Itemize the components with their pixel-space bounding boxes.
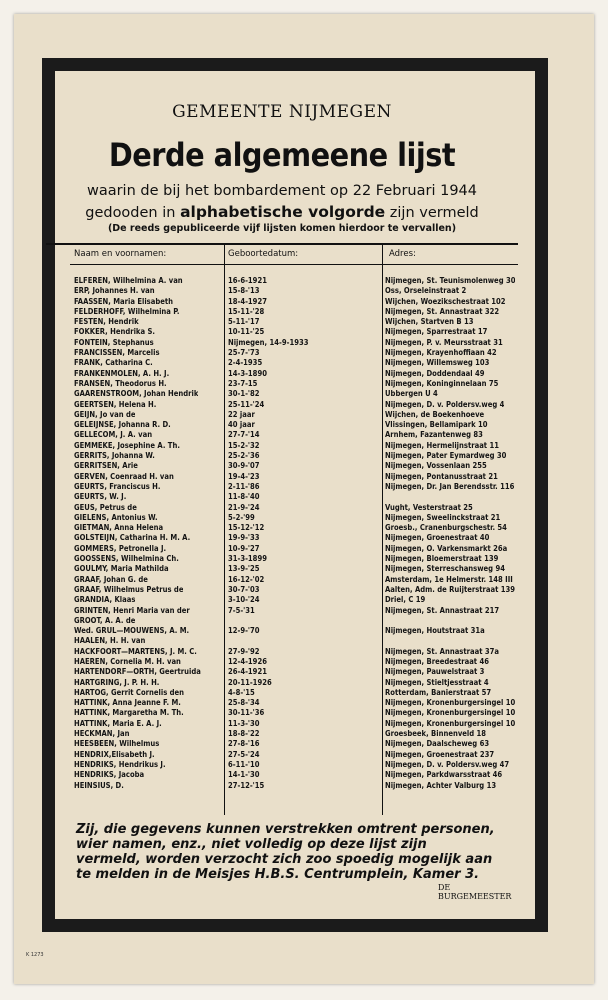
row-address: Nijmegen, Sterreschansweg 94 — [385, 564, 505, 574]
table-row — [46, 513, 518, 523]
row-address: Nijmegen, Koninginnelaan 75 — [385, 378, 499, 388]
row-address: Nijmegen, Bloemerstraat 139 — [385, 554, 499, 564]
table-row — [46, 338, 518, 348]
row-birthdate: 10-11-'25 — [228, 327, 265, 337]
table-row — [46, 461, 518, 471]
row-address: Nijmegen, Achter Valburg 13 — [385, 780, 497, 790]
row-name: GOMMERS, Petronella J. — [74, 543, 167, 553]
row-birthdate: 2-11-'86 — [228, 481, 260, 491]
row-name: HAALEN, H. H. van — [74, 636, 146, 646]
row-name: GEURTS, Franciscus H. — [74, 481, 161, 491]
row-birthdate: 3-10-'24 — [228, 595, 260, 605]
row-address: Nijmegen, Sparrestraat 17 — [385, 327, 488, 337]
row-name: FRANK, Catharina C. — [74, 358, 153, 368]
row-birthdate: 22 jaar — [228, 409, 255, 419]
row-birthdate: 25-11-'24 — [228, 399, 265, 409]
poster-content — [46, 84, 518, 904]
row-birthdate: 30-11-'36 — [228, 708, 265, 718]
row-name: GEMMEKE, Josephine A. Th. — [74, 440, 180, 450]
table-row — [46, 348, 518, 358]
row-name: HEINSIUS, D. — [74, 780, 124, 790]
row-address: Nijmegen, Willemsweg 103 — [385, 358, 490, 368]
table-row — [46, 400, 518, 410]
row-address: Nijmegen, D. v. Poldersv.weg 4 — [385, 399, 505, 409]
page-title: Derde algemeene lijst — [108, 136, 456, 174]
row-name: ELFEREN, Wilhelmina A. van — [74, 276, 183, 285]
row-name: FESTEN, Hendrik — [74, 317, 139, 327]
row-name: HARTENDORF—ORTH, Geertruida — [74, 667, 201, 677]
table-row — [46, 533, 518, 543]
table-header-rule — [70, 264, 518, 265]
row-name: GERRITSEN, Arie — [74, 461, 138, 471]
row-name: GELEIJNSE, Johanna R. D. — [74, 420, 171, 430]
row-address: Nijmegen, Vossenlaan 255 — [385, 461, 487, 471]
row-address: Nijmegen, Groenestraat 237 — [385, 749, 495, 759]
row-name: GROOT, A. A. de — [74, 615, 136, 625]
subtitle-emphasis: alphabetische volgorde — [180, 203, 386, 221]
row-name: HACKFOORT—MARTENS, J. M. C. — [74, 646, 197, 656]
row-name: FELDERHOFF, Wilhelmina P. — [74, 306, 180, 316]
row-name: HECKMAN, Jan — [74, 729, 130, 739]
table-row — [46, 410, 518, 420]
table-row — [46, 430, 518, 440]
table-row — [46, 781, 518, 791]
signature: DE BURGEMEESTER — [438, 883, 512, 901]
row-birthdate: 30-1-'82 — [228, 389, 260, 399]
row-address: Nijmegen, Pontanusstraat 21 — [385, 471, 498, 481]
row-address: Nijmegen, St. Teunismolenweg 30 — [385, 276, 516, 285]
row-address: Aalten, Adm. de Ruijterstraat 139 — [385, 584, 516, 594]
row-birthdate: 2-4-1935 — [228, 358, 263, 368]
table-row — [46, 626, 518, 636]
row-address: Vlissingen, Bellamipark 10 — [385, 420, 488, 430]
row-birthdate: 11-8-'40 — [228, 492, 260, 502]
row-birthdate: 4-8-'15 — [228, 687, 255, 697]
table-row — [46, 585, 518, 595]
row-name: GERVEN, Coenraad H. van — [74, 471, 174, 481]
table-row — [46, 472, 518, 482]
table-row — [46, 544, 518, 554]
table-header — [46, 248, 518, 262]
column-header-birthdate: Geboortedatum: — [228, 249, 299, 259]
row-birthdate: 10-9-'27 — [228, 543, 260, 553]
row-birthdate: 30-7-'03 — [228, 584, 260, 594]
notice-text: Zij, die gegevens kunnen verstrekken omtrent personen, wier namen, enz., niet volledig op deze lijst zijn vermeld, worden verzocht zich zoo spoedig mogelijk aan te melden in de Meisjes H.B.S. Centrumplein, Kamer 3. — [76, 822, 495, 882]
table-row — [46, 739, 518, 749]
table-row — [46, 770, 518, 780]
row-address: Groesb., Cranenburgschestr. 54 — [385, 523, 507, 533]
row-address: Nijmegen, Doddendaal 49 — [385, 368, 485, 378]
row-name: GRAAF, Johan G. de — [74, 574, 148, 584]
row-address: Vught, Vesterstraat 25 — [385, 502, 473, 512]
table-row — [46, 719, 518, 729]
row-address: Nijmegen, D. v. Poldersv.weg 47 — [385, 759, 510, 769]
row-birthdate: 23-7-15 — [228, 378, 258, 388]
table-row — [46, 698, 518, 708]
row-name: GOLSTEIJN, Catharina H. M. A. — [74, 533, 191, 543]
row-birthdate: 5-2-'99 — [228, 512, 255, 522]
table-row — [46, 575, 518, 585]
row-birthdate: 15-11-'28 — [228, 306, 265, 316]
row-address: Nijmegen, Hermelijnstraat 11 — [385, 440, 499, 450]
row-name: FAASSEN, Maria Elisabeth — [74, 296, 174, 306]
row-birthdate: 27-9-'92 — [228, 646, 260, 656]
table-row — [46, 708, 518, 718]
row-address: Nijmegen, Groenestraat 40 — [385, 533, 490, 543]
victims-table — [46, 276, 518, 791]
row-name: GELLECOM, J. A. van — [74, 430, 153, 440]
row-address: Nijmegen, Stieltjesstraat 4 — [385, 677, 489, 687]
table-row — [46, 688, 518, 698]
row-birthdate: 25-7-'73 — [228, 348, 260, 358]
row-birthdate: 40 jaar — [228, 420, 255, 430]
row-birthdate: 14-1-'30 — [228, 770, 260, 780]
table-row — [46, 369, 518, 379]
row-address: Nijmegen, Kronenburgersingel 10 — [385, 718, 516, 728]
table-row — [46, 606, 518, 616]
row-address: Nijmegen, Sweelinckstraat 21 — [385, 512, 501, 522]
row-birthdate: 26-4-1921 — [228, 667, 267, 677]
row-birthdate: 18-4-1927 — [228, 296, 267, 306]
table-row — [46, 492, 518, 502]
table-row — [46, 307, 518, 317]
table-row — [46, 441, 518, 451]
row-address: Nijmegen, Houtstraat 31a — [385, 626, 485, 636]
row-address: Nijmegen, Breedestraat 46 — [385, 656, 489, 666]
row-address: Nijmegen, Kronenburgersingel 10 — [385, 708, 516, 718]
row-name: FOKKER, Hendrika S. — [74, 327, 155, 337]
row-birthdate: 27-5-'24 — [228, 749, 260, 759]
row-name: GIELENS, Antonius W. — [74, 512, 158, 522]
row-birthdate: 31-3-1899 — [228, 554, 267, 564]
table-row — [46, 286, 518, 296]
subtitle-line-2-end: zijn vermeld — [389, 205, 479, 221]
row-birthdate: 15-2-'32 — [228, 440, 260, 450]
row-birthdate: Nijmegen, 14-9-1933 — [228, 337, 309, 347]
table-row — [46, 760, 518, 770]
row-birthdate: 16-12-'02 — [228, 574, 265, 584]
row-birthdate: 15-12-'12 — [228, 523, 265, 533]
row-birthdate: 7-5-'31 — [228, 605, 255, 615]
row-address: Wijchen, Startven B 13 — [385, 317, 474, 327]
row-name: GEIJN, Jo van de — [74, 409, 136, 419]
row-address: Nijmegen, P. v. Meursstraat 31 — [385, 337, 503, 347]
row-address: Nijmegen, Krayenhoffiaan 42 — [385, 348, 497, 358]
row-birthdate: 27-12-'15 — [228, 780, 265, 790]
table-row — [46, 657, 518, 667]
row-birthdate: 18-8-'22 — [228, 729, 260, 739]
table-row — [46, 327, 518, 337]
table-row — [46, 554, 518, 564]
row-name: GRINTEN, Henri Maria van der — [74, 605, 190, 615]
subtitle-line-2-start: gedooden in — [85, 205, 176, 221]
table-row — [46, 503, 518, 513]
table-row — [46, 276, 518, 286]
row-birthdate: 19-4-'23 — [228, 471, 260, 481]
row-name: HATTINK, Margaretha M. Th. — [74, 708, 184, 718]
row-birthdate: 12-4-1926 — [228, 656, 267, 666]
row-name: FRANSEN, Theodorus H. — [74, 378, 167, 388]
row-name: GEERTSEN, Helena H. — [74, 399, 157, 409]
print-mark: K 1273 — [26, 952, 44, 958]
table-row — [46, 297, 518, 307]
row-address: Nijmegen, Parkdwarsstraat 46 — [385, 770, 503, 780]
row-address: Nijmegen, Kronenburgersingel 10 — [385, 698, 516, 708]
table-row — [46, 667, 518, 677]
row-birthdate: 12-9-'70 — [228, 626, 260, 636]
row-name: HATTINK, Maria E. A. J. — [74, 718, 162, 728]
column-header-name: Naam en voornamen: — [74, 249, 167, 259]
table-row — [46, 389, 518, 399]
municipality-heading: GEMEENTE NIJMEGEN — [172, 102, 392, 122]
subtitle-line-1: waarin de bij het bombardement op 22 Februari 1944 — [86, 183, 478, 199]
row-name: HARTOG, Gerrit Cornelis den — [74, 687, 185, 697]
row-name: HENDRIX,Elisabeth J. — [74, 749, 155, 759]
row-name: FONTEIN, Stephanus — [74, 337, 154, 347]
row-name: HARTGRING, J. P. H. H. — [74, 677, 160, 687]
row-birthdate: 14-3-1890 — [228, 368, 267, 378]
row-address: Groesbeek, Binnenveld 18 — [385, 729, 487, 739]
subtitle-note: (De reeds gepubliceerde vijf lijsten komen hierdoor te vervallen) — [107, 223, 457, 234]
row-address: Arnhem, Fazantenweg 83 — [385, 430, 483, 440]
table-row — [46, 317, 518, 327]
row-address: Nijmegen, O. Varkensmarkt 26a — [385, 543, 508, 553]
row-birthdate: 6-11-'10 — [228, 759, 260, 769]
table-row — [46, 729, 518, 739]
row-address: Ubbergen U 4 — [385, 389, 438, 399]
table-row — [46, 564, 518, 574]
row-name: GEUS, Petrus de — [74, 502, 137, 512]
row-birthdate: 13-9-'25 — [228, 564, 260, 574]
row-name: GRANDIA, Klaas — [74, 595, 136, 605]
row-birthdate: 27-8-'16 — [228, 739, 260, 749]
row-birthdate: 25-2-'36 — [228, 451, 260, 461]
row-name: HAEREN, Cornelia M. H. van — [74, 656, 181, 666]
row-name: FRANCISSEN, Marcelis — [74, 348, 160, 358]
table-row — [46, 420, 518, 430]
table-row — [46, 750, 518, 760]
row-name: Wed. GRUL—MOUWENS, A. M. — [74, 626, 190, 636]
row-birthdate: 5-11-'17 — [228, 317, 260, 327]
row-address: Driel, C 19 — [385, 595, 426, 605]
row-birthdate: 11-3-'30 — [228, 718, 260, 728]
row-address: Nijmegen, Dr. Jan Berendsstr. 116 — [385, 481, 515, 491]
row-address: Nijmegen, St. Annastraat 217 — [385, 605, 500, 615]
row-address: Nijmegen, St. Annastraat 37a — [385, 646, 499, 656]
subtitle-line-2 — [46, 203, 518, 221]
row-address: Wijchen, de Boekenhoeve — [385, 409, 485, 419]
row-name: GOOSSENS, Wilhelmina Ch. — [74, 554, 179, 564]
row-birthdate: 21-9-'24 — [228, 502, 260, 512]
row-birthdate: 30-9-'07 — [228, 461, 260, 471]
table-row — [46, 595, 518, 605]
row-name: GIETMAN, Anna Helena — [74, 523, 164, 533]
row-name: FRANKENMOLEN, A. H. J. — [74, 368, 170, 378]
row-name: GERRITS, Johanna W. — [74, 451, 155, 461]
row-name: ERP, Johannes H. van — [74, 286, 155, 296]
table-row — [46, 523, 518, 533]
row-address: Nijmegen, Daalscheweg 63 — [385, 739, 490, 749]
row-birthdate: 20-11-1926 — [228, 677, 272, 687]
table-row — [46, 451, 518, 461]
row-birthdate: 27-7-'14 — [228, 430, 260, 440]
table-row — [46, 358, 518, 368]
table-row — [46, 616, 518, 626]
row-address: Nijmegen, Pauwelstraat 3 — [385, 667, 485, 677]
row-name: GOULMY, Maria Mathilda — [74, 564, 169, 574]
column-header-address: Adres: — [389, 249, 416, 259]
table-row — [46, 678, 518, 688]
row-birthdate: 16-6-1921 — [228, 276, 267, 285]
table-row — [46, 636, 518, 646]
table-row — [46, 647, 518, 657]
table-top-rule — [46, 243, 518, 245]
row-birthdate: 19-9-'33 — [228, 533, 260, 543]
row-address: Oss, Orseleinstraat 2 — [385, 286, 467, 296]
row-name: GEURTS, W. J. — [74, 492, 127, 502]
row-name: GAARENSTROOM, Johan Hendrik — [74, 389, 199, 399]
table-row — [46, 482, 518, 492]
row-birthdate: 25-8-'34 — [228, 698, 260, 708]
row-name: GRAAF, Wilhelmus Petrus de — [74, 584, 184, 594]
row-name: HEESBEEN, Wilhelmus — [74, 739, 160, 749]
row-name: HENDRIKS, Jacoba — [74, 770, 145, 780]
row-birthdate: 15-8-'13 — [228, 286, 260, 296]
table-row — [46, 379, 518, 389]
row-address: Rotterdam, Banierstraat 57 — [385, 687, 492, 697]
row-name: HENDRIKS, Hendrikus J. — [74, 759, 166, 769]
row-address: Nijmegen, Pater Eymardweg 30 — [385, 451, 507, 461]
row-address: Nijmegen, St. Annastraat 322 — [385, 306, 500, 316]
row-address: Wijchen, Woezikschestraat 102 — [385, 296, 506, 306]
row-name: HATTINK, Anna Jeanne F. M. — [74, 698, 181, 708]
row-address: Amsterdam, 1e Helmerstr. 148 III — [385, 574, 513, 584]
